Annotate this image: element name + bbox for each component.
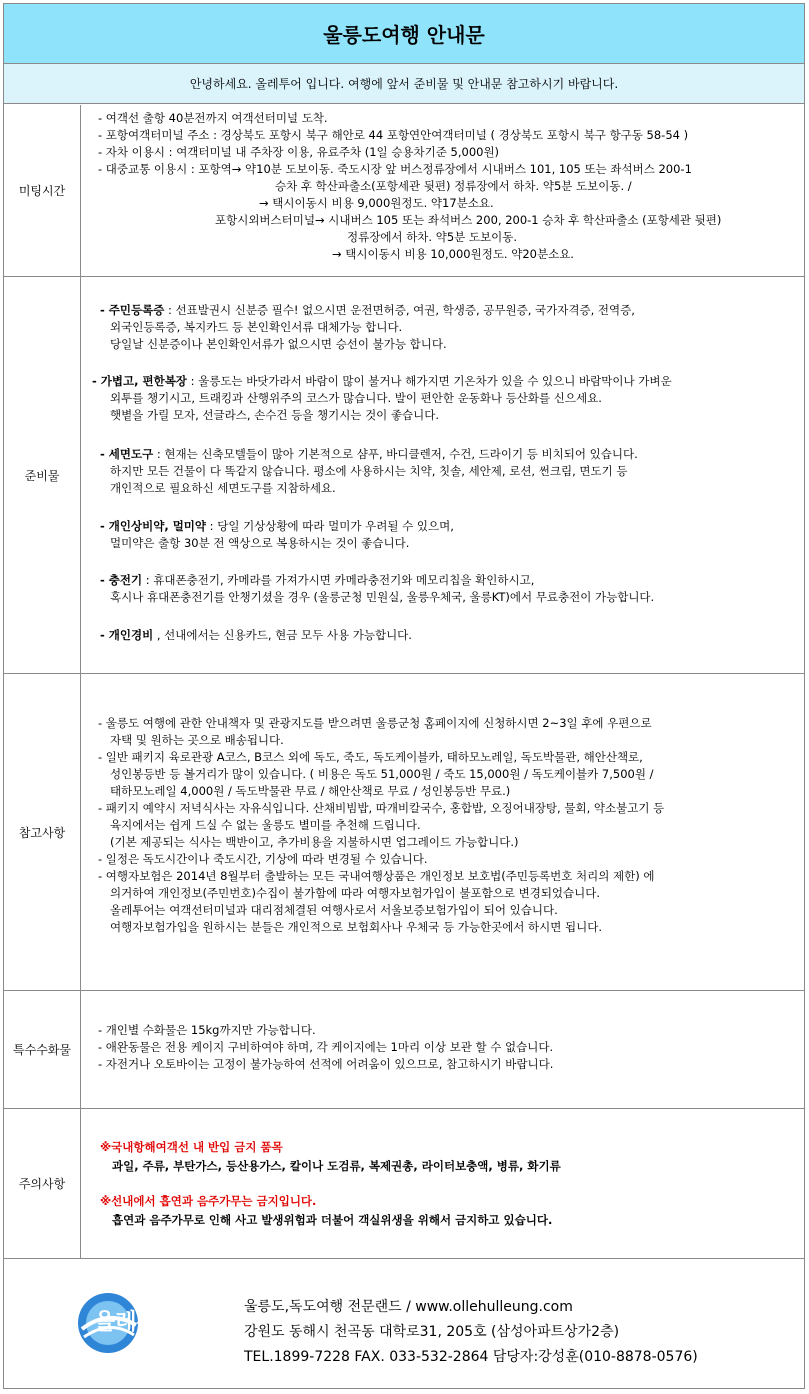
logo-text: 올레투어 <box>94 1310 180 1335</box>
reference-line: - 울릉도 여행에 관한 안내책자 및 관광지도를 받으려면 울릉군청 홈페이지에 신청하시면 2~3일 후에 우편으로 <box>98 716 652 730</box>
page-title: 울릉도여행 안내문 <box>4 4 804 64</box>
caution-text: 흡연과 음주가무로 인해 사고 발생위험과 더불어 객실위생을 위해서 금지하고 있습니다. <box>112 1213 553 1227</box>
reference-line: 올레투어는 여객선터미널과 대리점체결된 여행사로서 서울보증보험가입이 되어 있습니다. <box>110 903 558 917</box>
meeting-line: 정류장에서 하차. 약5분 도보이동. <box>347 230 518 244</box>
prepare-item-text: : 선표발권시 신분증 필수! 없으시면 운전면허증, 여권, 학생증, 공무원증, 국가자격증, 전역증, <box>164 303 635 317</box>
caution-warning: ※국내항해여객선 내 반입 금지 품목 <box>100 1140 283 1154</box>
prepare-item-text: : 현재는 신축모텔들이 많아 기본적으로 샴푸, 바디클렌저, 수건, 드라이기 등 비치되어 있습니다. <box>153 447 638 461</box>
prepare-row <box>4 277 804 674</box>
prepare-item-more: 외국인등록증, 복지카드 등 본인확인서류 대체가능 합니다. <box>110 320 403 334</box>
prepare-item-more: 개인적으로 필요하신 세면도구를 지참하세요. <box>110 481 336 495</box>
meeting-line: 승차 후 학산파출소(포항세관 뒷편) 정류장에서 하차. 약5분 도보이동. / <box>275 179 632 193</box>
prepare-item-head: - 충전기 <box>100 573 143 587</box>
reference-line: - 패키지 예약시 저녁식사는 자유식입니다. 산채비빔밥, 따개비칼국수, 홍합밥, 오징어내장탕, 물회, 약소불고기 등 <box>98 801 665 815</box>
caution-warning: ※선내에서 흡연과 음주가무는 금지입니다. <box>100 1194 317 1208</box>
reference-line: 여행자보험가입을 원하시는 분들은 개인적으로 보험회사나 우체국 등 가능한곳에서 하시면 됩니다. <box>110 920 603 934</box>
caution-content <box>82 1109 804 1258</box>
reference-row <box>4 674 804 991</box>
reference-line: 성인봉등반 등 볼거리가 많이 있습니다. ( 비용은 독도 51,000원 / 죽도 15,000원 / 독도케이블카 7,500원 / <box>110 767 654 781</box>
caution-text: 과일, 주류, 부탄가스, 등산용가스, 칼이나 도검류, 복제권총, 라이터보충액, 병류, 화기류 <box>112 1159 561 1173</box>
prepare-item-text: : 당일 기상상황에 따라 멀미가 우려될 수 있으며, <box>206 519 454 533</box>
reference-line: 의거하여 개인정보(주민번호)수집이 불가함에 따라 여행자보험가입이 불포함으로 변경되었습니다. <box>110 886 601 900</box>
olle-tour-logo <box>74 1289 219 1359</box>
prepare-item-text: : 울릉도는 바닷가라서 바람이 많이 불거나 해가지면 기온차가 있을 수 있으니 바람막이나 가벼운 <box>186 374 672 388</box>
prepare-item-text: , 선내에서는 신용카드, 현금 모두 사용 가능합니다. <box>153 628 412 642</box>
prepare-item-more: 외투를 챙기시고, 트래킹과 산행위주의 코스가 많습니다. 발이 편안한 운동화나 등산화를 신으세요. <box>110 391 602 405</box>
prepare-item <box>100 627 412 644</box>
caution-label: 주의사항 <box>4 1109 81 1258</box>
footer-line3: TEL.1899-7228 FAX. 033-532-2864 담당자:강성훈(010-8878-0576) <box>244 1349 698 1365</box>
logo-graphic <box>74 1289 219 1359</box>
reference-line: - 일정은 독도시간이나 죽도시간, 기상에 따라 변경될 수 있습니다. <box>98 852 428 866</box>
prepare-item <box>100 446 638 463</box>
prepare-item-more: 혹시나 휴대폰충전기를 안챙기셨을 경우 (울릉군청 민원실, 울릉우체국, 울릉KT)에서 무료충전이 가능합니다. <box>110 590 655 604</box>
cargo-content <box>82 991 804 1108</box>
meeting-line: - 대중교통 이용시 : 포항역→ 약10분 도보이동. 죽도시장 앞 버스정류장에서 시내버스 101, 105 또는 좌석버스 200-1 <box>98 162 692 176</box>
reference-line: (기본 제공되는 식사는 백반이고, 추가비용을 지불하시면 업그레이드 가능합니다.) <box>110 835 519 849</box>
cargo-line: - 자전거나 오토바이는 고정이 불가능하여 선적에 어려움이 있으므로, 참고하시기 바랍니다. <box>98 1057 554 1071</box>
reference-line: - 일반 패키지 육로관광 A코스, B코스 외에 독도, 죽도, 독도케이블카, 태하모노레일, 독도박물관, 해안산책로, <box>98 750 643 764</box>
prepare-item-more: 햇볕을 가릴 모자, 선글라스, 손수건 등을 챙기시는 것이 좋습니다. <box>110 408 440 422</box>
prepare-item-head: - 주민등록증 <box>100 303 165 317</box>
prepare-item <box>100 302 635 319</box>
prepare-item-head: - 개인경비 <box>100 628 154 642</box>
meeting-line: 포항시외버스터미널→ 시내버스 105 또는 좌석버스 200, 200-1 승차 후 학산파출소 (포항세관 뒷편) <box>215 213 722 227</box>
greeting-text: 안녕하세요. 올레투어 입니다. 여행에 앞서 준비물 및 안내문 참고하시기 바랍니다. <box>4 64 804 104</box>
meeting-label: 미팅시간 <box>4 105 81 276</box>
meeting-line: - 자차 이용시 : 여객터미널 내 주차장 이용, 유료주차 (1일 승용차기준 5,000원) <box>98 145 500 159</box>
prepare-item-more: 멀미약은 출항 30분 전 액상으로 복용하시는 것이 좋습니다. <box>110 536 410 550</box>
footer <box>4 1259 804 1390</box>
cargo-line: - 개인별 수화물은 15kg까지만 가능합니다. <box>98 1023 316 1037</box>
prepare-item-head: - 개인상비약, 멀미약 <box>100 519 207 533</box>
cargo-line: - 애완동물은 전용 케이지 구비하여야 하며, 각 케이지에는 1마리 이상 보관 할 수 없습니다. <box>98 1040 554 1054</box>
prepare-item-head: - 가볍고, 편한복장 <box>92 374 187 388</box>
notice-sheet <box>3 3 805 1389</box>
prepare-item-text: : 휴대폰충전기, 카메라를 가져가시면 카메라충전기와 메모리칩을 확인하시고, <box>142 573 535 587</box>
reference-label: 참고사항 <box>4 674 81 990</box>
prepare-item-more: 하지만 모든 건물이 다 똑같지 않습니다. 평소에 사용하시는 치약, 칫솔, 세안제, 로션, 썬크림, 면도기 등 <box>110 464 628 478</box>
prepare-item-head: - 세면도구 <box>100 447 154 461</box>
meeting-line: → 택시이동시 비용 10,000원정도. 약20분소요. <box>332 247 574 261</box>
caution-row <box>4 1109 804 1259</box>
reference-line: 태하모노레일 4,000원 / 독도박물관 무료 / 해안산책로 무료 / 성인봉등반 무료.) <box>110 784 511 798</box>
reference-content <box>82 674 804 990</box>
cargo-label: 특수수화물 <box>4 991 81 1108</box>
reference-line: - 여행자보험은 2014년 8월부터 출발하는 모든 국내여행상품은 개인정보 보호법(주민등록번호 처리의 제한) 에 <box>98 869 655 883</box>
meeting-row <box>4 105 804 277</box>
reference-line: 자택 및 원하는 곳으로 배송됩니다. <box>110 733 284 747</box>
reference-line: 육지에서는 쉽게 드실 수 없는 울릉도 별미를 추천해 드립니다. <box>110 818 421 832</box>
prepare-item <box>92 373 672 390</box>
cargo-row <box>4 991 804 1109</box>
prepare-item <box>100 572 534 589</box>
footer-line1: 울릉도,독도여행 전문랜드 / www.ollehulleung.com <box>244 1299 573 1315</box>
prepare-label: 준비물 <box>4 277 81 673</box>
footer-line2: 강원도 동해시 천곡동 대학로31, 205호 (삼성아파트상가2층) <box>244 1324 620 1340</box>
meeting-content <box>82 105 804 276</box>
meeting-line: - 여객선 출항 40분전까지 여객선터미널 도착. <box>98 111 328 125</box>
prepare-item-more: 당일날 신분증이나 본인확인서류가 없으시면 승선이 불가능 합니다. <box>110 337 447 351</box>
prepare-content <box>82 277 804 673</box>
prepare-item <box>100 518 454 535</box>
meeting-line: → 택시이동시 비용 9,000원정도. 약17분소요. <box>259 196 494 210</box>
meeting-line: - 포항여객터미널 주소 : 경상북도 포항시 북구 해안로 44 포항연안여객터미널 ( 경상북도 포항시 북구 항구동 58-54 ) <box>98 128 689 142</box>
